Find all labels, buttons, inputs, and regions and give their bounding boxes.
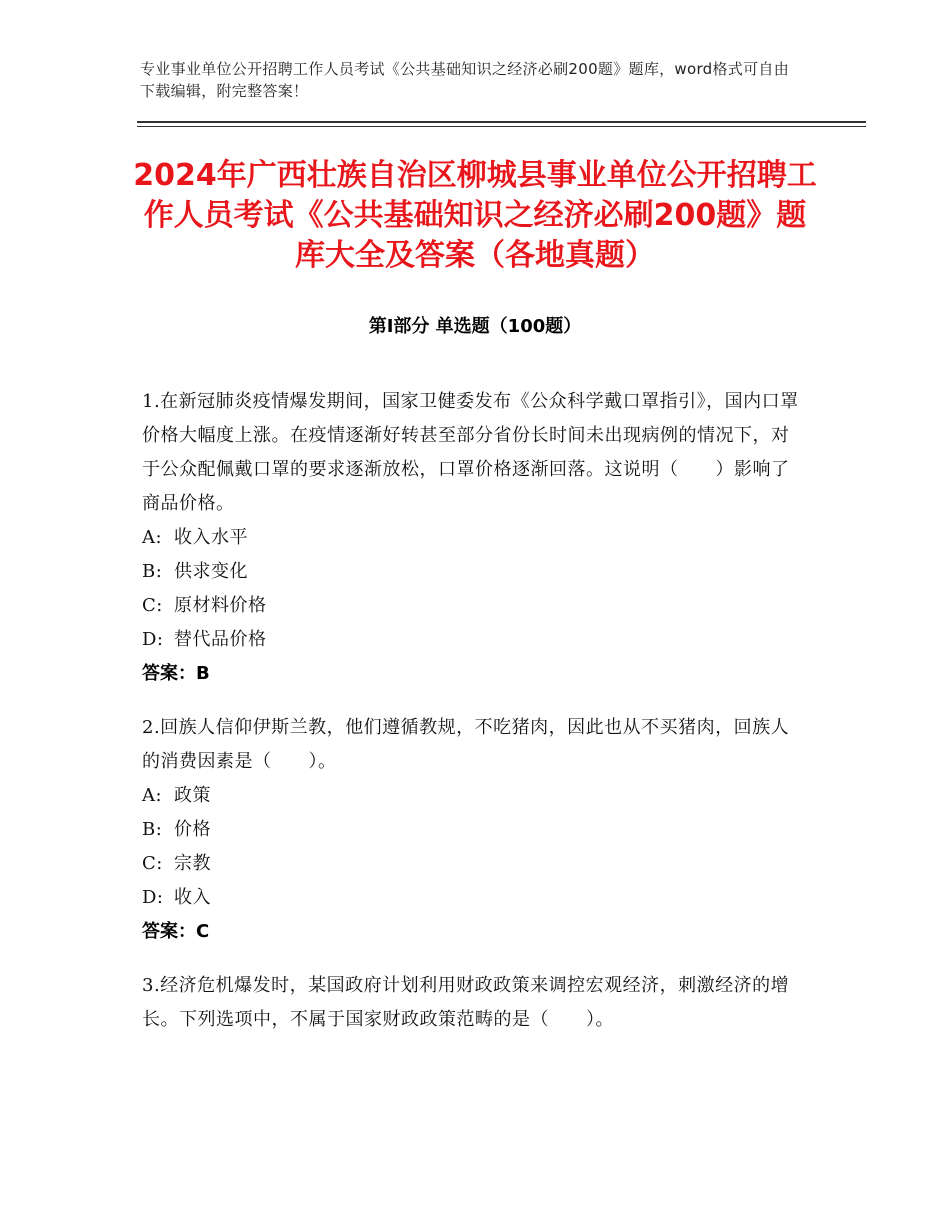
option-a bbox=[142, 779, 802, 813]
option-letter: D: bbox=[142, 887, 164, 908]
answer: 答案：C bbox=[142, 921, 210, 942]
option-letter: B: bbox=[142, 561, 163, 582]
header-note: 专业事业单位公开招聘工作人员考试《公共基础知识之经济必刷200题》题库，word格式可自由下载编辑，附完整答案！ bbox=[140, 60, 790, 100]
option-d bbox=[142, 623, 802, 657]
option-d bbox=[142, 881, 802, 915]
option-letter: D: bbox=[142, 629, 164, 650]
document-title: 2024年广西壮族自治区柳城县事业单位公开招聘工作人员考试《公共基础知识之经济必刷200题》题库大全及答案（各地真题） bbox=[133, 158, 817, 273]
option-text: 收入水平 bbox=[174, 527, 248, 548]
option-letter: B: bbox=[142, 819, 163, 840]
question-stem: 3.经济危机爆发时，某国政府计划利用财政政策来调控宏观经济，刺激经济的增长。下列选项中，不属于国家财政政策范畴的是（ ）。 bbox=[142, 975, 790, 1030]
option-b bbox=[142, 555, 802, 589]
option-text: 宗教 bbox=[174, 853, 211, 874]
question-2 bbox=[142, 711, 802, 949]
option-text: 供求变化 bbox=[174, 561, 248, 582]
option-text: 价格 bbox=[174, 819, 211, 840]
option-text: 替代品价格 bbox=[174, 629, 267, 650]
option-text: 政策 bbox=[174, 785, 211, 806]
option-c bbox=[142, 847, 802, 881]
option-letter: C: bbox=[142, 595, 163, 616]
header-divider-thin bbox=[137, 126, 866, 127]
question-stem: 1.在新冠肺炎疫情爆发期间，国家卫健委发布《公众科学戴口罩指引》，国内口罩价格大幅度上涨。在疫情逐渐好转甚至部分省份长时间未出现病例的情况下，对于公众配佩戴口罩的要求逐渐放松，口罩价格逐渐回落。这说明（ ）影响了商品价格。 bbox=[142, 391, 799, 514]
question-stem: 2.回族人信仰伊斯兰教，他们遵循教规，不吃猪肉，因此也从不买猪肉，回族人的消费因素是（ ）。 bbox=[142, 717, 790, 772]
option-letter: A: bbox=[142, 785, 163, 806]
answer: 答案：B bbox=[142, 663, 210, 684]
option-b bbox=[142, 813, 802, 847]
question-list bbox=[142, 385, 802, 1057]
option-text: 收入 bbox=[174, 887, 211, 908]
option-c bbox=[142, 589, 802, 623]
question-1 bbox=[142, 385, 802, 691]
option-letter: A: bbox=[142, 527, 163, 548]
option-text: 原材料价格 bbox=[174, 595, 267, 616]
option-a bbox=[142, 521, 802, 555]
question-3 bbox=[142, 969, 802, 1037]
section-heading: 第Ⅰ部分 单选题（100题） bbox=[368, 316, 582, 337]
header-divider-thick bbox=[137, 121, 866, 123]
option-letter: C: bbox=[142, 853, 163, 874]
